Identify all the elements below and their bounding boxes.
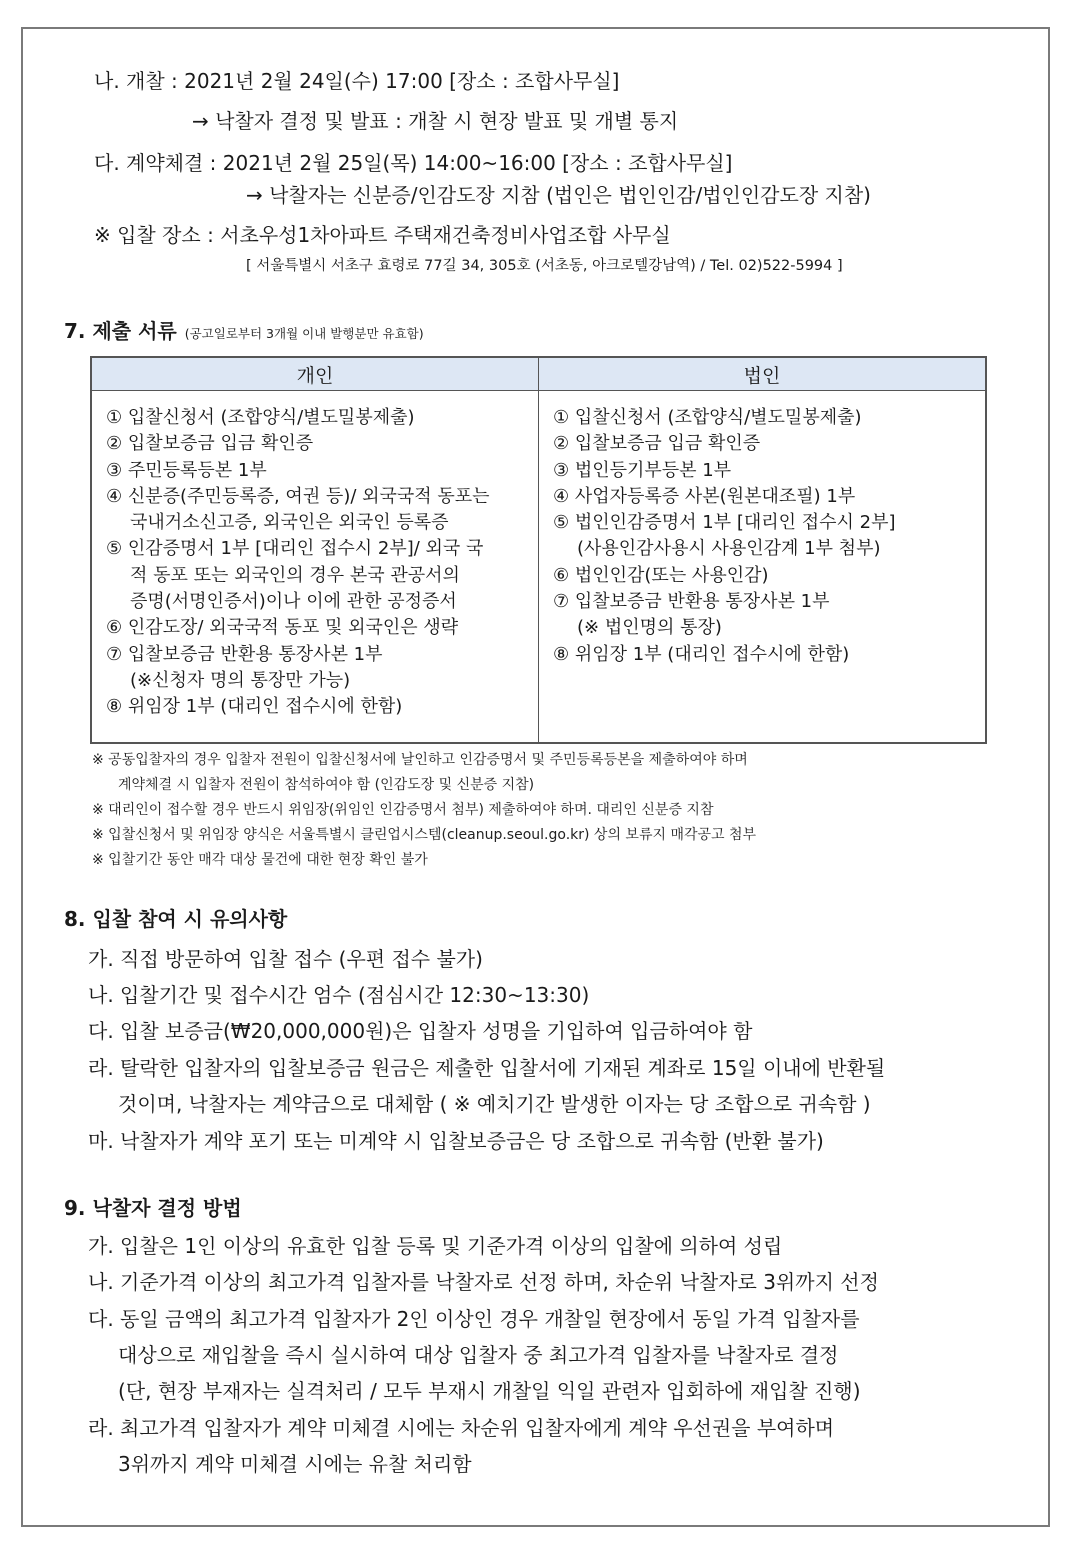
list-item: 국내거소신고증, 외국인은 외국인 등록증 [130,512,449,534]
list-item: ⑤ 인감증명서 1부 [대리인 접수시 2부]/ 외국 국 [106,538,484,560]
table-note: ※ 대리인이 접수할 경우 반드시 위임장(위임인 인감증명서 첨부) 제출하여야 하며. 대리인 신분증 지참 [92,802,714,818]
opening-line: 나. 개찰 : 2021년 2월 24일(수) 17:00 [장소 : 조합사무실] [94,69,620,93]
list-item: ② 입찰보증금 입금 확인증 [106,433,314,455]
list-item: (※신청자 명의 통장만 가능) [130,669,351,691]
section8-heading: 8. 입찰 참여 시 유의사항 [64,907,288,931]
list-item: 증명(서명인증서)이나 이에 관한 공정증서 [130,591,457,613]
header-corporate: 법인 [539,357,987,391]
table-header-row [91,357,986,391]
list-item: 가. 입찰은 1인 이상의 유효한 입찰 등록 및 기준가격 이상의 입찰에 의하여 성립 [88,1234,783,1258]
list-item: 나. 입찰기간 및 접수시간 엄수 (점심시간 12:30~13:30) [88,983,590,1007]
bid-location-line: ※ 입찰 장소 : 서초우성1차아파트 주택재건축정비사업조합 사무실 [94,223,671,247]
list-item: 3위까지 계약 미체결 시에는 유찰 처리함 [118,1452,472,1476]
table-note: ※ 공동입찰자의 경우 입찰자 전원이 입찰신청서에 날인하고 인감증명서 및 주민등록등본을 제출하여야 하며 [92,752,748,768]
list-item: (※ 법인명의 통장) [577,617,722,639]
documents-table [90,356,987,744]
table-note: ※ 입찰기간 동안 매각 대상 물건에 대한 현장 확인 불가 [92,852,428,868]
list-item: ⑥ 인감도장/ 외국국적 동포 및 외국인은 생략 [106,617,459,639]
list-item: 다. 동일 금액의 최고가격 입찰자가 2인 이상인 경우 개찰일 현장에서 동일 가격 입찰자를 [88,1307,860,1331]
list-item: 다. 입찰 보증금(₩20,000,000원)은 입찰자 성명을 기입하여 입금하여야 함 [88,1019,753,1043]
list-item: (사용인감사용시 사용인감계 1부 첨부) [577,538,881,560]
list-item: ⑥ 법인인감(또는 사용인감) [553,564,769,586]
contract-line: 다. 계약체결 : 2021년 2월 25일(목) 14:00~16:00 [장소 : 조합사무실] [94,151,733,175]
table-note: ※ 입찰신청서 및 위임장 양식은 서울특별시 클린업시스템(cleanup.seoul.go.kr) 상의 보류지 매각공고 첨부 [92,827,757,843]
list-item: ⑧ 위임장 1부 (대리인 접수시에 한함) [553,643,850,665]
list-item: ⑧ 위임장 1부 (대리인 접수시에 한함) [106,696,403,718]
list-item: 라. 탈락한 입찰자의 입찰보증금 원금은 제출한 입찰서에 기재된 계좌로 15일 이내에 반환될 [88,1056,886,1080]
header-individual: 개인 [91,357,539,391]
list-item: 나. 기준가격 이상의 최고가격 입찰자를 낙찰자로 선정 하며, 차순위 낙찰자로 3위까지 선정 [88,1270,879,1294]
winner-documents-line: → 낙찰자는 신분증/인감도장 지참 (법인은 법인인감/법인인감도장 지참) [246,183,871,207]
list-item: ① 입찰신청서 (조합양식/별도밀봉제출) [553,407,862,428]
section7-title: 7. 제출 서류 [64,319,177,343]
list-item: 라. 최고가격 입찰자가 계약 미체결 시에는 차순위 입찰자에게 계약 우선권을 부여하며 [88,1416,835,1440]
list-item: 가. 직접 방문하여 입찰 접수 (우편 접수 불가) [88,947,483,971]
list-item: ⑦ 입찰보증금 반환용 통장사본 1부 [553,591,830,613]
list-item: ② 입찰보증금 입금 확인증 [553,433,761,455]
table-body-row [91,391,986,744]
list-item: 마. 낙찰자가 계약 포기 또는 미계약 시 입찰보증금은 당 조합으로 귀속함 (반환 불가) [88,1129,824,1153]
address-line: [ 서울특별시 서초구 효령로 77길 34, 305호 (서초동, 아크로텔강남역) / Tel. 02)522-5994 ] [246,258,843,274]
table-note: 계약체결 시 입찰자 전원이 참석하여야 함 (인감도장 및 신분증 지참) [118,777,535,793]
individual-docs-cell [91,391,539,744]
list-item: ① 입찰신청서 (조합양식/별도밀봉제출) [106,407,415,428]
list-item: ③ 법인등기부등본 1부 [553,459,732,481]
section9-heading: 9. 낙찰자 결정 방법 [64,1196,242,1220]
list-item: ⑦ 입찰보증금 반환용 통장사본 1부 [106,643,383,665]
list-item: ④ 신분증(주민등록증, 여권 등)/ 외국국적 동포는 [106,485,490,507]
list-item: ⑤ 법인인감증명서 1부 [대리인 접수시 2부] [553,512,896,534]
list-item: ④ 사업자등록증 사본(원본대조필) 1부 [553,485,856,507]
list-item: 대상으로 재입찰을 즉시 실시하여 대상 입찰자 중 최고가격 입찰자를 낙찰자로 결정 [118,1343,839,1367]
section7-heading [64,317,424,348]
list-item: 것이며, 낙찰자는 계약금으로 대체함 ( ※ 예치기간 발생한 이자는 당 조합으로 귀속함 ) [118,1092,871,1116]
list-item: ③ 주민등록등본 1부 [106,459,267,481]
corporate-docs-cell [539,391,987,744]
list-item: (단, 현장 부재자는 실격처리 / 모두 부재시 개찰일 익일 관련자 입회하에 재입찰 진행) [118,1379,861,1403]
list-item: 적 동포 또는 외국인의 경우 본국 관공서의 [130,564,460,586]
section7-validity-note: (공고일로부터 3개월 이내 발행분만 유효함) [184,326,424,341]
winner-announcement-line: → 낙찰자 결정 및 발표 : 개찰 시 현장 발표 및 개별 통지 [192,109,679,133]
